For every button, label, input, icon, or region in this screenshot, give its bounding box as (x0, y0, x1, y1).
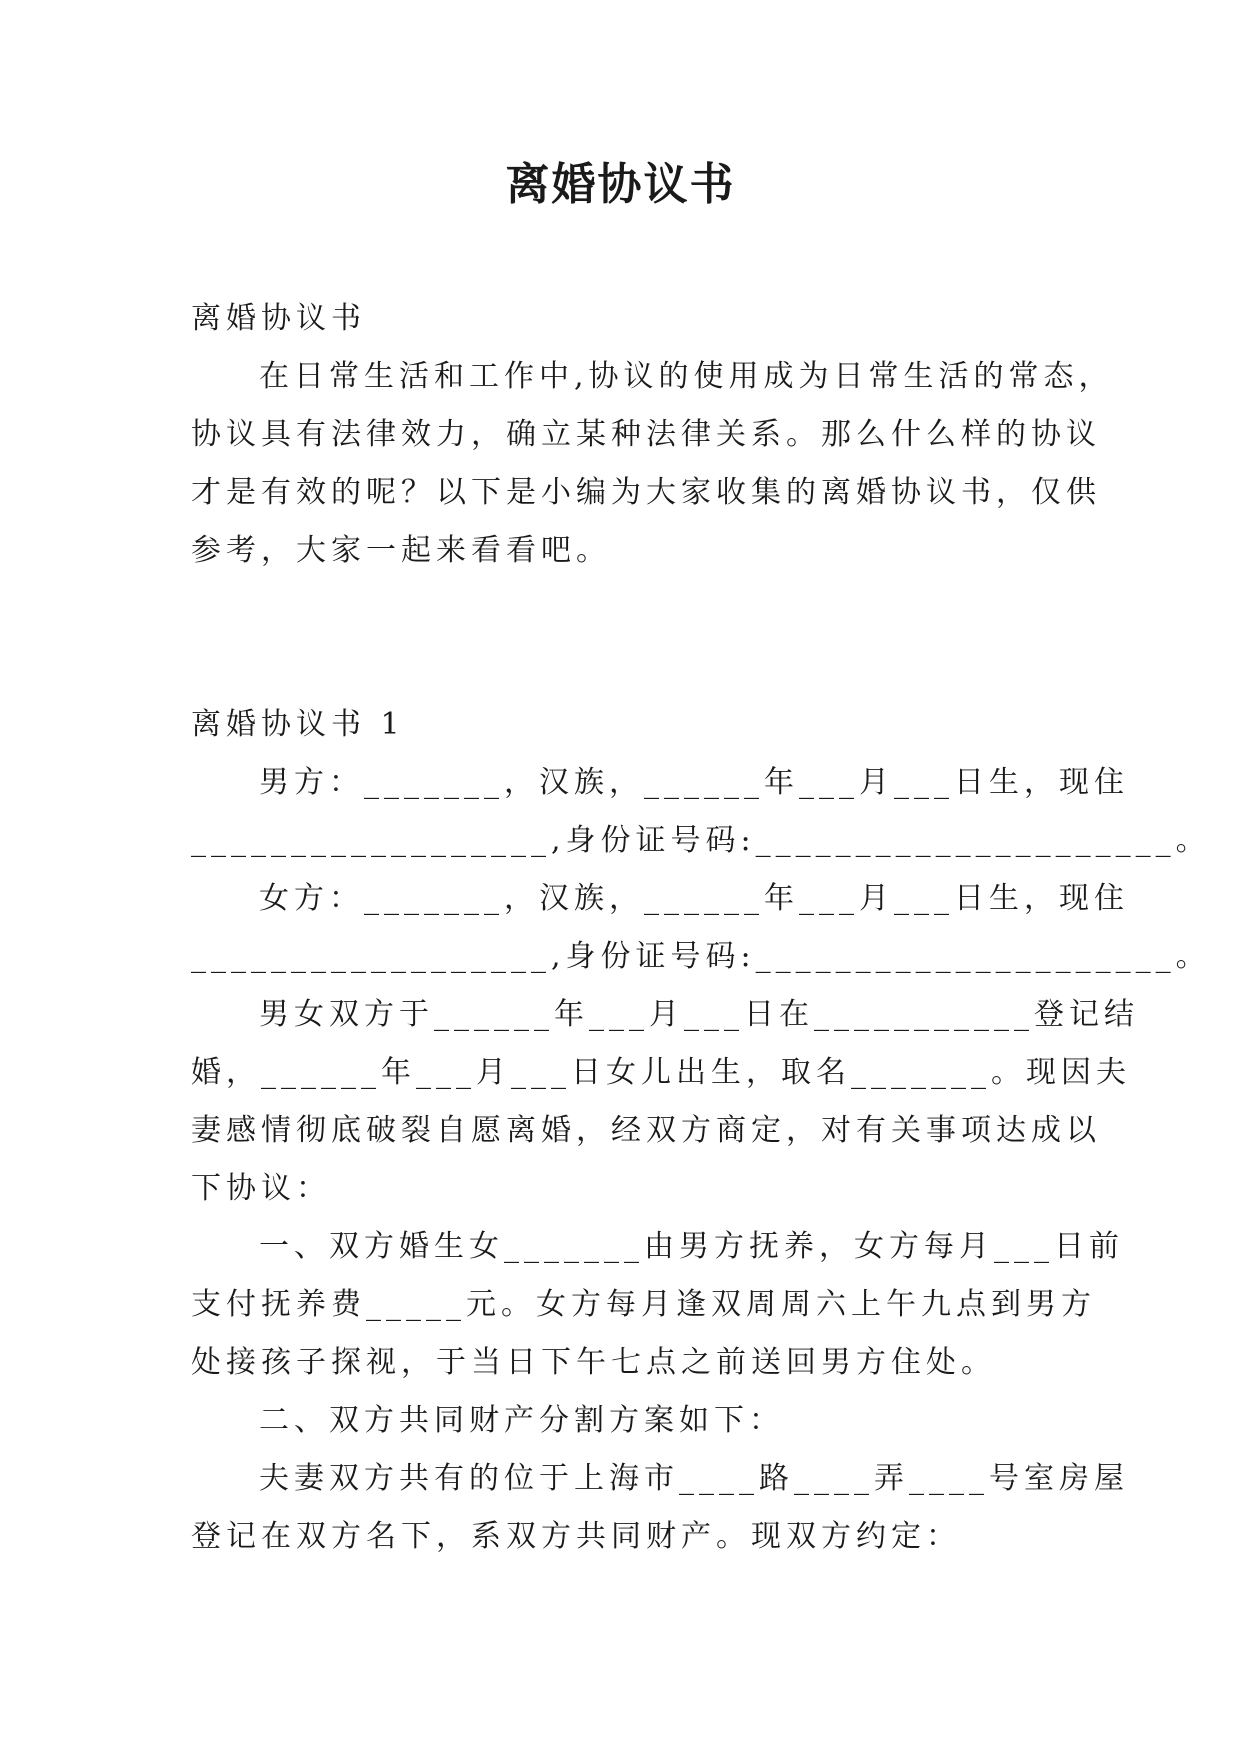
intro-line: 在日常生活和工作中,协议的使用成为日常生活的常态， (259, 359, 1114, 394)
section-spacer (191, 580, 1051, 696)
intro-heading: 离婚协议书 (191, 301, 366, 336)
intro-line: 才是有效的呢？以下是小编为大家收集的离婚协议书，仅供 (191, 475, 1101, 510)
female-id-line: __________________,身份证号码:_____________________。 (191, 939, 1211, 974)
document-title: 离婚协议书 (505, 159, 736, 210)
intro-line: 参考，大家一起来看看吧。 (191, 533, 611, 568)
property-line: 夫妻双方共有的位于上海市____路____弄____号室房屋 (259, 1461, 1129, 1496)
male-id-line: __________________,身份证号码:_____________________。 (191, 823, 1211, 858)
marriage-line: 下协议： (191, 1171, 331, 1206)
clause1-line: 处接孩子探视，于当日下午七点之前送回男方住处。 (191, 1345, 996, 1380)
marriage-line: 男女双方于______年___月___日在___________登记结 (259, 997, 1139, 1032)
document-body (191, 290, 1211, 1566)
intro-line: 协议具有法律效力，确立某种法律关系。那么什么样的协议 (191, 417, 1101, 452)
marriage-line: 婚，______年___月___日女儿出生，取名_______。现因夫 (191, 1055, 1131, 1090)
marriage-line: 妻感情彻底破裂自愿离婚，经双方商定，对有关事项达成以 (191, 1113, 1101, 1148)
female-info-line: 女方：_______，汉族，______年___月___日生，现住 (259, 881, 1129, 916)
section1-heading: 离婚协议书 1 (191, 707, 405, 742)
clause1-line: 一、双方婚生女_______由男方抚养，女方每月___日前 (259, 1229, 1124, 1264)
clause2-heading: 二、双方共同财产分割方案如下： (259, 1403, 784, 1438)
clause1-line: 支付抚养费_____元。女方每月逢双周周六上午九点到男方 (191, 1287, 1096, 1322)
male-info-line: 男方：_______，汉族，______年___月___日生，现住 (259, 765, 1129, 800)
property-line: 登记在双方名下，系双方共同财产。现双方约定： (191, 1519, 961, 1554)
